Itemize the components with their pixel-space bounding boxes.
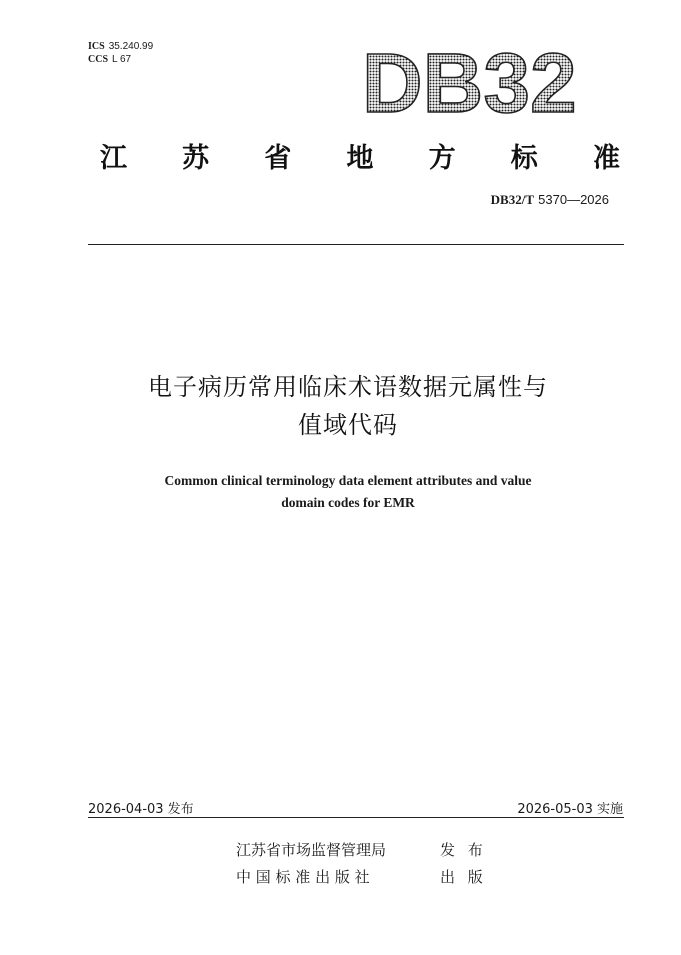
org-title-char: 地 xyxy=(346,143,374,174)
standard-number-value: 5370—2026 xyxy=(538,192,609,207)
issuers xyxy=(236,836,500,890)
publisher-action: 出 版 xyxy=(440,868,487,886)
org-title-char: 标 xyxy=(510,143,538,174)
ccs-code xyxy=(88,53,153,66)
bottom-divider xyxy=(88,817,624,818)
issue-date: 2026-04-03 发布 xyxy=(88,802,194,817)
classification-codes xyxy=(88,40,153,66)
title-cn-line2: 值域代码 xyxy=(298,411,398,439)
ics-code xyxy=(88,40,153,53)
issuer-row xyxy=(236,836,500,863)
ccs-label: CCS xyxy=(88,54,109,65)
ics-value: 35.240.99 xyxy=(108,41,154,52)
issuer-action: 发 布 xyxy=(440,841,487,859)
ccs-value: L 67 xyxy=(112,54,132,65)
db32-logo xyxy=(360,40,580,120)
publisher-row xyxy=(236,863,500,890)
org-title-char: 苏 xyxy=(182,143,210,174)
standard-number-prefix: DB32/T xyxy=(490,192,535,207)
standard-number xyxy=(491,192,609,208)
ics-label: ICS xyxy=(88,41,105,52)
title-cn-line1: 电子病历常用临床术语数据元属性与 xyxy=(148,373,548,401)
title-chinese xyxy=(70,368,626,444)
title-en-line1: Common clinical terminology data element attributes and value xyxy=(164,473,532,488)
org-title xyxy=(100,136,620,175)
org-title-char: 方 xyxy=(428,143,456,174)
org-title-char: 省 xyxy=(264,143,292,174)
title-en-line2: domain codes for EMR xyxy=(281,495,415,510)
logo-text: DB32 xyxy=(362,40,577,120)
issuer-name: 江苏省市场监督管理局 xyxy=(236,841,387,859)
top-divider xyxy=(88,244,624,245)
publisher-name: 中 国 标 准 出 版 社 xyxy=(236,868,370,886)
title-english xyxy=(70,470,626,514)
org-title-char: 江 xyxy=(100,143,127,174)
org-title-char: 准 xyxy=(592,143,620,174)
implement-date: 2026-05-03 实施 xyxy=(517,802,623,817)
